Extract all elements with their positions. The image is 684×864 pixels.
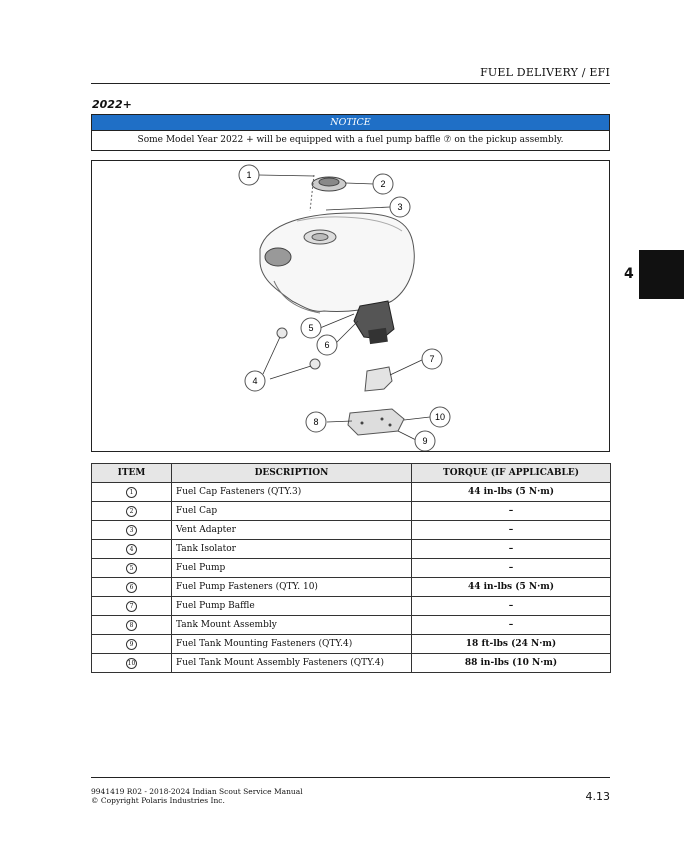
item-number-cell	[92, 654, 172, 673]
item-number-cell	[92, 559, 172, 578]
callout-8: 8	[313, 417, 319, 427]
notice-text: Some Model Year 2022 + will be equipped with a fuel pump baffle ⑦ on the pickup assembly.	[137, 135, 564, 145]
header-torque: TORQUE (IF APPLICABLE)	[412, 464, 611, 483]
item-number-badge: 7	[126, 601, 137, 612]
description-cell: Tank Isolator	[172, 540, 412, 559]
table-row	[92, 597, 611, 616]
item-number-badge: 5	[126, 563, 137, 574]
torque-cell: 44 in-lbs (5 N·m)	[412, 578, 611, 597]
item-number-cell	[92, 540, 172, 559]
item-number-cell	[92, 578, 172, 597]
item-number-cell	[92, 635, 172, 654]
footer-manual-title: 9941419 R02 - 2018-2024 Indian Scout Service Manual	[91, 787, 303, 796]
footer-copyright: © Copyright Polaris Industries Inc.	[91, 796, 225, 805]
callout-3: 3	[397, 202, 403, 212]
header-rule	[91, 83, 610, 84]
item-number-badge: 6	[126, 582, 137, 593]
item-number-badge: 2	[126, 506, 137, 517]
description-cell: Fuel Tank Mount Assembly Fasteners (QTY.4)	[172, 654, 412, 673]
table-row	[92, 635, 611, 654]
table-row	[92, 578, 611, 597]
callout-1: 1	[246, 170, 252, 180]
torque-cell: 44 in-lbs (5 N·m)	[412, 483, 611, 502]
description-cell: Fuel Pump	[172, 559, 412, 578]
item-number-cell	[92, 521, 172, 540]
torque-cell: –	[412, 597, 611, 616]
item-number-badge: 1	[126, 487, 137, 498]
item-number-badge: 8	[126, 620, 137, 631]
callout-4: 4	[252, 376, 258, 386]
notice-heading: NOTICE	[92, 115, 609, 131]
header-item: ITEM	[92, 464, 172, 483]
header-description: DESCRIPTION	[172, 464, 412, 483]
item-number-cell	[92, 483, 172, 502]
callout-6: 6	[324, 340, 330, 350]
description-cell: Tank Mount Assembly	[172, 616, 412, 635]
description-cell: Fuel Cap Fasteners (QTY.3)	[172, 483, 412, 502]
exploded-view-figure	[91, 160, 610, 452]
fuel-pump-baffle-illustration	[365, 367, 392, 391]
chapter-number: 4	[624, 266, 634, 282]
description-cell: Fuel Tank Mounting Fasteners (QTY.4)	[172, 635, 412, 654]
torque-cell: 18 ft-lbs (24 N·m)	[412, 635, 611, 654]
table-row	[92, 483, 611, 502]
callout-10: 10	[434, 412, 446, 422]
item-number-badge: 10	[127, 659, 136, 667]
item-number-badge: 9	[126, 639, 137, 650]
callout-7: 7	[429, 354, 435, 364]
torque-cell: –	[412, 616, 611, 635]
parts-table-body	[92, 483, 611, 673]
page-number: 4.13	[585, 790, 610, 803]
chapter-tab	[639, 250, 684, 299]
callout-9: 9	[422, 436, 428, 446]
torque-cell: 88 in-lbs (10 N·m)	[412, 654, 611, 673]
torque-cell: –	[412, 502, 611, 521]
description-cell: Fuel Pump Fasteners (QTY. 10)	[172, 578, 412, 597]
item-number-badge: 4	[126, 544, 137, 555]
torque-cell: –	[412, 559, 611, 578]
callout-2: 2	[380, 179, 386, 189]
description-cell: Vent Adapter	[172, 521, 412, 540]
table-row	[92, 654, 611, 673]
notice-box	[91, 114, 610, 151]
description-cell: Fuel Cap	[172, 502, 412, 521]
table-row	[92, 616, 611, 635]
table-row	[92, 502, 611, 521]
table-header-row	[92, 464, 611, 483]
fuel-tank-diagram	[92, 161, 609, 451]
item-number-cell	[92, 597, 172, 616]
table-row	[92, 540, 611, 559]
section-title: FUEL DELIVERY / EFI	[480, 66, 610, 79]
item-number-badge: 3	[126, 525, 137, 536]
tank-isolator-illustration	[277, 328, 287, 338]
item-number-cell	[92, 502, 172, 521]
torque-cell: –	[412, 540, 611, 559]
tank-mount-illustration	[348, 409, 404, 435]
callout-5: 5	[308, 323, 314, 333]
table-row	[92, 559, 611, 578]
model-year-heading: 2022+	[92, 98, 132, 111]
item-number-cell	[92, 616, 172, 635]
parts-table	[91, 463, 611, 673]
footer-rule	[91, 777, 610, 778]
torque-cell: –	[412, 521, 611, 540]
description-cell: Fuel Pump Baffle	[172, 597, 412, 616]
table-row	[92, 521, 611, 540]
